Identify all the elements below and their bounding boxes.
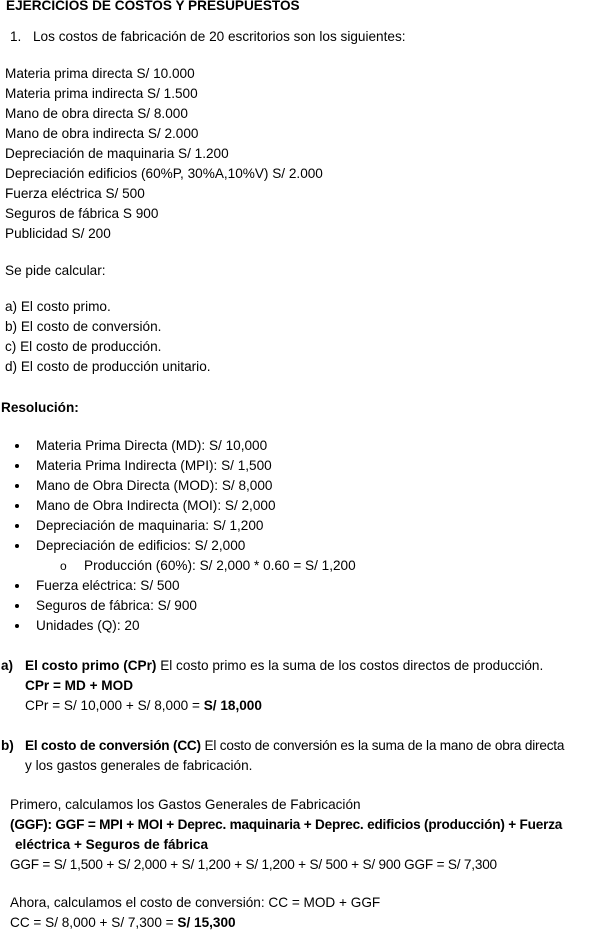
bullet-dot: [15, 544, 19, 548]
document-header: EJERCICIOS DE COSTOS Y PRESUPUESTOS: [6, 0, 300, 13]
cost-item: Mano de obra directa S/ 8.000: [5, 106, 188, 121]
ggf-formula: (GGF): GGF = MPI + MOI + Deprec. maquinaria + Deprec. edificios (producción) + Fuerza: [10, 817, 563, 832]
bullet-dot: [15, 464, 19, 468]
bullet-dot: [15, 624, 19, 628]
section-a-heading: El costo primo (CPr): [25, 658, 157, 673]
cost-item: Fuerza eléctrica S/ 500: [5, 186, 145, 201]
section-b-line: [25, 736, 564, 756]
ggf-intro: Primero, calculamos los Gastos Generales de Fabricación: [10, 797, 361, 812]
question-item: a) El costo primo.: [5, 299, 111, 314]
cost-item: Publicidad S/ 200: [5, 226, 111, 241]
resolution-title: Resolución:: [1, 400, 79, 415]
cc-intro: Ahora, calculamos el costo de conversión: CC = MOD + GGF: [10, 895, 381, 910]
bullet-item: Materia Prima Directa (MD): S/ 10,000: [36, 438, 268, 453]
cost-item: Materia prima indirecta S/ 1.500: [5, 86, 198, 101]
section-a-calc-prefix: CPr = S/ 10,000 + S/ 8,000 =: [25, 698, 204, 713]
bullet-dot: [15, 504, 19, 508]
section-a-line: [25, 656, 543, 676]
cost-item: Depreciación edificios (60%P, 30%A,10%V) S/ 2.000: [5, 166, 323, 181]
bullet-dot: [15, 444, 19, 448]
cost-item: Mano de obra indirecta S/ 2.000: [5, 126, 199, 141]
bullet-item: Seguros de fábrica: S/ 900: [36, 598, 197, 613]
cost-item: Seguros de fábrica S 900: [5, 206, 159, 221]
section-b-text: El costo de conversión es la suma de la mano de obra directa: [200, 738, 565, 753]
bullet-item: Unidades (Q): 20: [36, 618, 140, 633]
cc-calc-prefix: CC = S/ 8,000 + S/ 7,300 =: [10, 915, 178, 930]
problem-statement: Los costos de fabricación de 20 escritorios son los siguientes:: [33, 29, 406, 44]
section-b-heading: El costo de conversión (CC): [25, 738, 201, 753]
ask-label: Se pide calcular:: [5, 263, 106, 278]
question-item: c) El costo de producción.: [5, 339, 162, 354]
section-a-formula: CPr = MD + MOD: [25, 678, 134, 693]
cc-calc: [10, 913, 236, 933]
bullet-item: Materia Prima Indirecta (MPI): S/ 1,500: [36, 458, 272, 473]
sub-bullet-item: Producción (60%): S/ 2,000 * 0.60 = S/ 1,200: [84, 558, 356, 573]
section-a-text: El costo primo es la suma de los costos directos de producción.: [156, 658, 544, 673]
cost-item: Materia prima directa S/ 10.000: [5, 66, 195, 81]
bullet-item: Fuerza eléctrica: S/ 500: [36, 578, 180, 593]
section-a-calc: [25, 696, 262, 716]
section-a-result: S/ 18,000: [203, 698, 262, 713]
section-b-text-2: y los gastos generales de fabricación.: [25, 758, 253, 773]
bullet-dot: [15, 604, 19, 608]
section-b-marker: b): [1, 738, 14, 753]
cc-result: S/ 15,300: [177, 915, 236, 930]
question-item: b) El costo de conversión.: [5, 319, 162, 334]
bullet-dot: [15, 584, 19, 588]
question-item: d) El costo de producción unitario.: [5, 359, 211, 374]
cost-item: Depreciación de maquinaria S/ 1.200: [5, 146, 229, 161]
bullet-item: Mano de Obra Directa (MOD): S/ 8,000: [36, 478, 273, 493]
bullet-dot: [15, 484, 19, 488]
bullet-item: Mano de Obra Indirecta (MOI): S/ 2,000: [36, 498, 276, 513]
sub-bullet-marker: o: [60, 559, 67, 573]
section-a-marker: a): [1, 658, 14, 673]
problem-number: 1.: [10, 29, 22, 44]
ggf-formula-cont: eléctrica + Seguros de fábrica: [15, 837, 209, 852]
bullet-item: Depreciación de maquinaria: S/ 1,200: [36, 518, 264, 533]
bullet-item: Depreciación de edificios: S/ 2,000: [36, 538, 246, 553]
bullet-dot: [15, 524, 19, 528]
ggf-calc: GGF = S/ 1,500 + S/ 2,000 + S/ 1,200 + S/ 1,200 + S/ 500 + S/ 900 GGF = S/ 7,300: [10, 857, 497, 872]
